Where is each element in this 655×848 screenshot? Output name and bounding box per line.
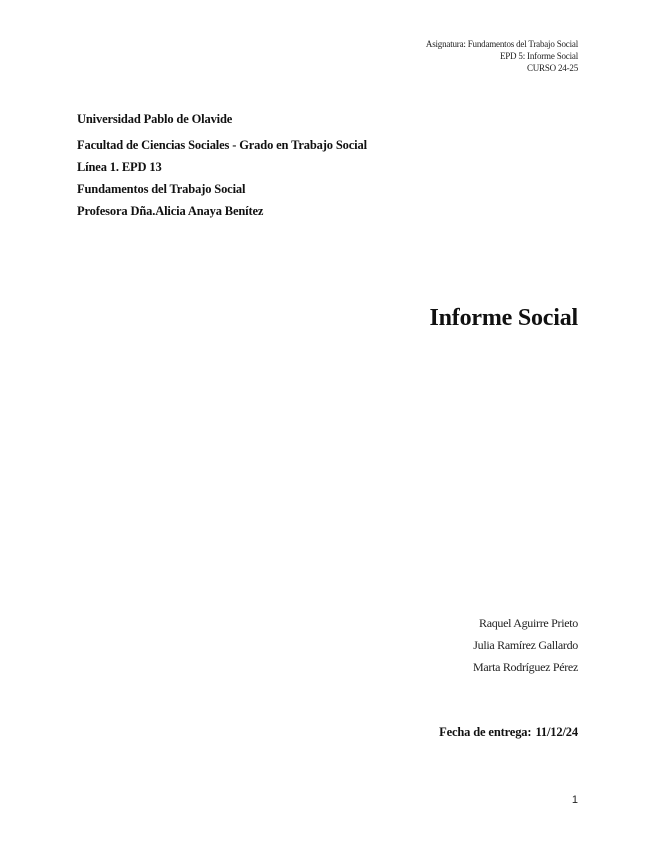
page-number: 1 [571,794,578,806]
delivery-value: 11/12/24 [535,725,578,739]
author-name: Raquel Aguirre Prieto [478,616,578,630]
authors-list [473,612,578,678]
university-name: Universidad Pablo de Olavide [77,112,233,126]
header-epd: EPD 5: Informe Social [499,51,578,61]
author-name: Marta Rodríguez Pérez [473,660,578,674]
running-header [426,38,578,74]
document-title: Informe Social [429,305,578,331]
faculty-degree: Facultad de Ciencias Sociales - Grado en Trabajo Social [77,138,367,152]
institution-block [77,108,367,222]
professor-name: Profesora Dña.Alicia Anaya Benítez [77,204,264,218]
author-name: Julia Ramírez Gallardo [473,638,578,652]
header-course: CURSO 24-25 [526,63,578,73]
delivery-label: Fecha de entrega: [439,725,532,739]
line-group: Línea 1. EPD 13 [77,160,162,174]
delivery-date [439,722,578,742]
subject-name: Fundamentos del Trabajo Social [77,182,246,196]
header-subject: Asignatura: Fundamentos del Trabajo Social [425,39,578,49]
